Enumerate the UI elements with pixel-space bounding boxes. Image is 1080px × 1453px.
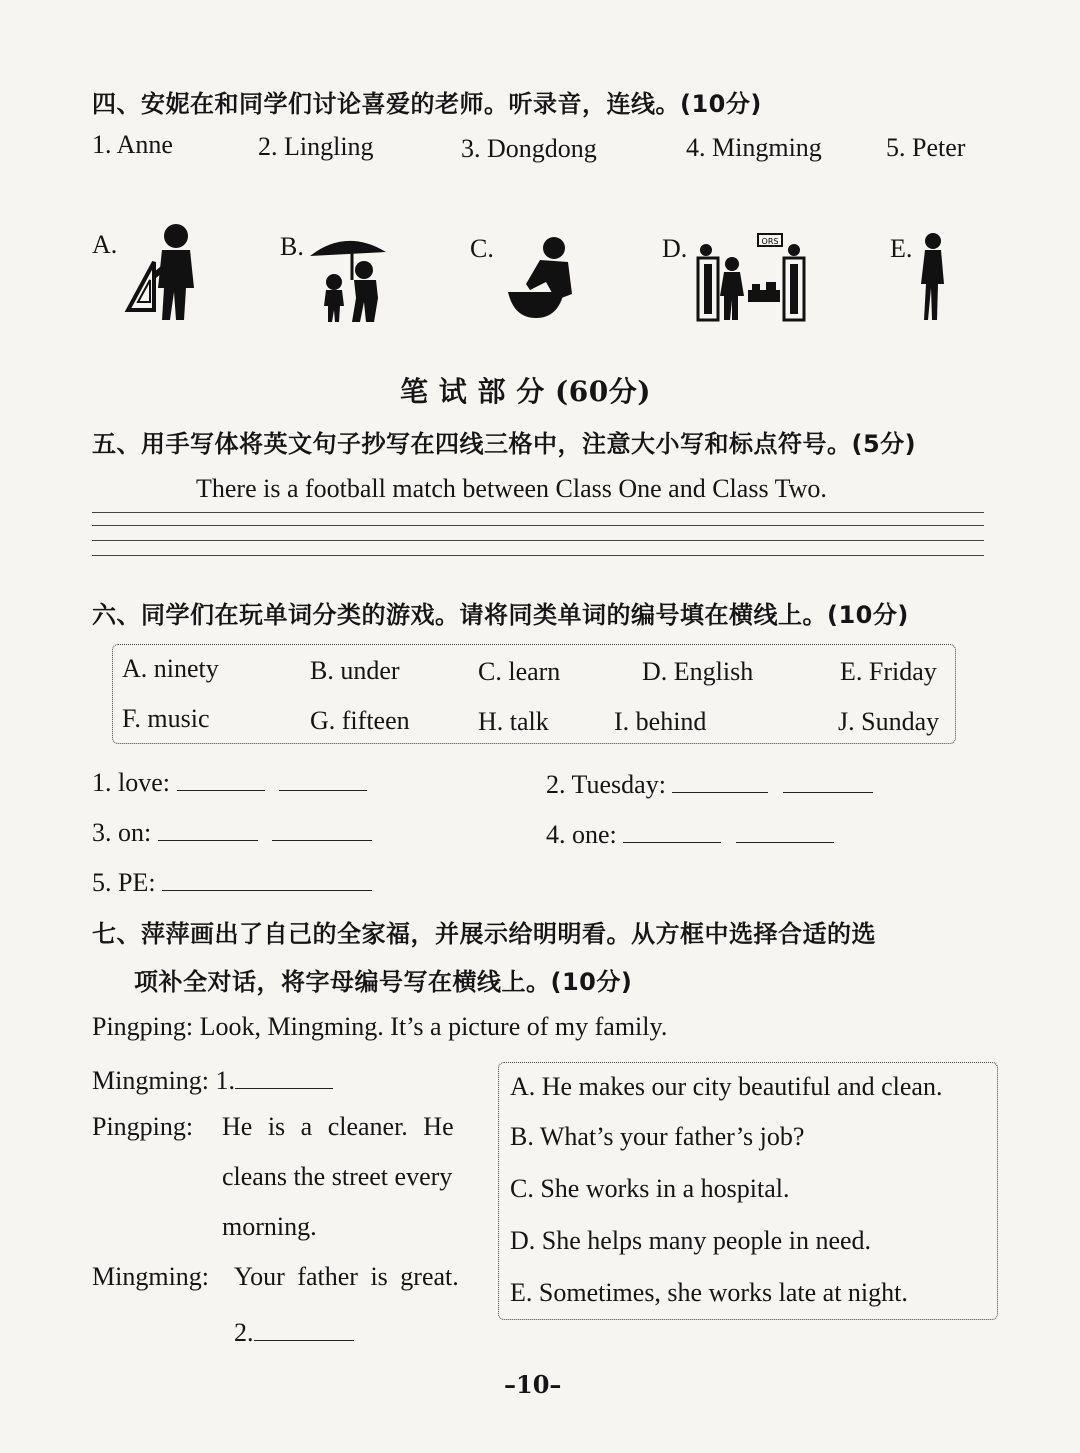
dialogue-option: A. He makes our city beautiful and clean. — [510, 1072, 943, 1101]
dialogue-line — [234, 1314, 354, 1348]
section5-heading: 五、用手写体将英文句子抄写在四线三格中，注意大小写和标点符号。(5分) — [92, 430, 917, 458]
dialogue-speaker: Pingping: — [92, 1112, 194, 1141]
question-label: 2. Tuesday: — [546, 770, 666, 799]
name-item: 3. Dongdong — [461, 134, 597, 163]
question-label: 4. one: — [546, 820, 617, 849]
dialogue-line: Your father is great. — [234, 1262, 459, 1291]
section7-heading-line1: 七、萍萍画出了自己的全家福，并展示给明明看。从方框中选择合适的选 — [92, 920, 876, 948]
answer-blank[interactable] — [177, 764, 265, 791]
written-part-title: 笔 试 部 分 (60分) — [400, 375, 651, 408]
picture-label-b: B. — [280, 232, 304, 261]
dialogue-line: morning. — [222, 1212, 317, 1241]
sign-text: ORS — [761, 237, 779, 246]
person-washing-basin-icon — [506, 236, 576, 320]
standing-woman-icon — [916, 232, 950, 324]
word-option: J. Sunday — [838, 707, 940, 736]
teacher-with-set-square-icon — [124, 222, 198, 322]
four-line-grid-line — [92, 525, 984, 526]
dialogue-line: Pingping: Look, Mingming. It’s a picture of my family. — [92, 1012, 668, 1041]
copy-sentence: There is a football match between Class One and Class Two. — [196, 474, 827, 503]
picture-label-a: A. — [92, 230, 118, 259]
dialogue-speaker: Mingming: — [92, 1262, 210, 1291]
page-number: –10– — [504, 1370, 562, 1399]
word-option: D. English — [642, 657, 754, 686]
word-option: I. behind — [614, 707, 707, 736]
word-option: A. ninety — [122, 654, 219, 683]
question-label: 1. love: — [92, 768, 170, 797]
answer-blank[interactable] — [736, 816, 834, 843]
name-item: 1. Anne — [92, 130, 173, 159]
word-option: F. music — [122, 704, 210, 733]
section7-heading-line2: 项补全对话，将字母编号写在横线上。(10分) — [134, 968, 633, 996]
four-line-grid-line — [92, 540, 984, 541]
picture-label-d: D. — [662, 234, 688, 263]
dialogue-option: B. What’s your father’s job? — [510, 1122, 805, 1151]
dialogue-line: He is a cleaner. He — [222, 1112, 454, 1141]
name-item: 4. Mingming — [686, 133, 822, 162]
word-option: C. learn — [478, 657, 561, 686]
dialogue-option: E. Sometimes, she works late at night. — [510, 1278, 908, 1307]
word-option: G. fifteen — [310, 706, 410, 735]
name-item: 2. Lingling — [258, 132, 374, 161]
word-option: H. talk — [478, 707, 549, 736]
shop-assistant-at-counter-icon — [696, 230, 808, 324]
classify-question-5 — [92, 864, 372, 898]
answer-blank[interactable] — [279, 764, 367, 791]
four-line-grid-line — [92, 555, 984, 556]
four-line-grid-line — [92, 512, 984, 513]
question-label: 3. on: — [92, 818, 152, 847]
picture-label-e: E. — [890, 234, 913, 263]
classify-question-1 — [92, 764, 367, 798]
word-option: B. under — [310, 656, 400, 685]
answer-blank[interactable] — [158, 814, 258, 841]
dialogue-line — [92, 1062, 333, 1096]
answer-blank[interactable] — [783, 766, 873, 793]
word-option: E. Friday — [840, 657, 937, 686]
dialogue-label: 2. — [234, 1318, 254, 1347]
dialogue-line: cleans the street every — [222, 1162, 453, 1191]
answer-blank[interactable] — [162, 864, 372, 891]
classify-question-3 — [92, 814, 372, 848]
answer-blank[interactable] — [272, 814, 372, 841]
picture-label-c: C. — [470, 234, 494, 263]
question-label: 5. PE: — [92, 868, 156, 897]
dialogue-option: C. She works in a hospital. — [510, 1174, 790, 1203]
teacher-with-umbrella-and-child-icon — [306, 232, 390, 324]
section6-heading: 六、同学们在玩单词分类的游戏。请将同类单词的编号填在横线上。(10分) — [92, 601, 909, 629]
answer-blank[interactable] — [254, 1314, 354, 1341]
dialogue-label: Mingming: 1. — [92, 1066, 236, 1095]
answer-blank[interactable] — [623, 816, 721, 843]
classify-question-2 — [546, 766, 873, 800]
answer-blank[interactable] — [672, 766, 768, 793]
answer-blank[interactable] — [235, 1062, 333, 1089]
dialogue-option: D. She helps many people in need. — [510, 1226, 872, 1255]
classify-question-4 — [546, 816, 834, 850]
name-item: 5. Peter — [886, 133, 966, 162]
section4-heading: 四、安妮在和同学们讨论喜爱的老师。听录音，连线。(10分) — [92, 90, 762, 118]
